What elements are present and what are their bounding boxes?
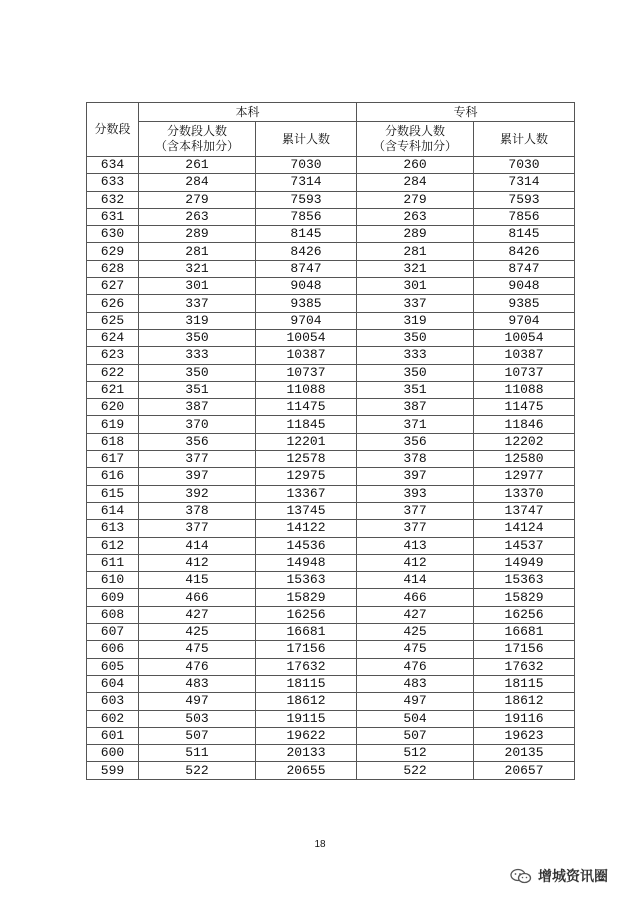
table-row (87, 260, 575, 277)
cell-undergrad-count: 281 (139, 243, 256, 260)
header-score-range: 分数段 (87, 103, 139, 157)
cell-vocational-cumulative: 16256 (474, 606, 575, 623)
cell-score: 631 (87, 208, 139, 225)
cell-undergrad-count: 392 (139, 485, 256, 502)
cell-score: 604 (87, 675, 139, 692)
cell-undergrad-cumulative: 7593 (256, 191, 357, 208)
cell-undergrad-cumulative: 19115 (256, 710, 357, 727)
cell-undergrad-cumulative: 8747 (256, 260, 357, 277)
cell-undergrad-count: 279 (139, 191, 256, 208)
cell-vocational-cumulative: 17632 (474, 658, 575, 675)
cell-undergrad-cumulative: 12975 (256, 468, 357, 485)
table-row (87, 606, 575, 623)
cell-undergrad-cumulative: 8426 (256, 243, 357, 260)
cell-undergrad-count: 522 (139, 762, 256, 779)
table-row (87, 502, 575, 519)
cell-undergrad-cumulative: 14122 (256, 520, 357, 537)
cell-undergrad-cumulative: 9048 (256, 278, 357, 295)
cell-undergrad-count: 483 (139, 675, 256, 692)
cell-undergrad-cumulative: 18115 (256, 675, 357, 692)
cell-undergrad-count: 356 (139, 433, 256, 450)
cell-score: 619 (87, 416, 139, 433)
cell-vocational-count: 378 (357, 451, 474, 468)
cell-score: 623 (87, 347, 139, 364)
cell-undergrad-count: 412 (139, 554, 256, 571)
table-row (87, 278, 575, 295)
cell-undergrad-count: 503 (139, 710, 256, 727)
cell-undergrad-count: 497 (139, 693, 256, 710)
cell-undergrad-cumulative: 7030 (256, 157, 357, 174)
cell-undergrad-cumulative: 7314 (256, 174, 357, 191)
cell-undergrad-count: 289 (139, 226, 256, 243)
cell-undergrad-count: 263 (139, 208, 256, 225)
cell-vocational-cumulative: 15829 (474, 589, 575, 606)
header-undergrad-cumulative: 累计人数 (256, 122, 357, 157)
cell-vocational-count: 476 (357, 658, 474, 675)
page-number: 18 (314, 839, 326, 850)
cell-undergrad-cumulative: 20133 (256, 745, 357, 762)
table-row (87, 675, 575, 692)
cell-score: 613 (87, 520, 139, 537)
cell-vocational-cumulative: 19116 (474, 710, 575, 727)
cell-vocational-cumulative: 14124 (474, 520, 575, 537)
cell-undergrad-count: 511 (139, 745, 256, 762)
cell-undergrad-cumulative: 14948 (256, 554, 357, 571)
cell-vocational-cumulative: 20657 (474, 762, 575, 779)
cell-vocational-cumulative: 18612 (474, 693, 575, 710)
cell-vocational-cumulative: 9048 (474, 278, 575, 295)
cell-vocational-count: 427 (357, 606, 474, 623)
cell-undergrad-count: 466 (139, 589, 256, 606)
table-row (87, 727, 575, 744)
cell-vocational-cumulative: 16681 (474, 624, 575, 641)
cell-score: 605 (87, 658, 139, 675)
cell-undergrad-count: 415 (139, 572, 256, 589)
cell-vocational-count: 260 (357, 157, 474, 174)
cell-undergrad-cumulative: 19622 (256, 727, 357, 744)
cell-undergrad-count: 284 (139, 174, 256, 191)
table-row (87, 745, 575, 762)
cell-score: 600 (87, 745, 139, 762)
cell-vocational-count: 350 (357, 329, 474, 346)
cell-score: 599 (87, 762, 139, 779)
cell-vocational-cumulative: 13370 (474, 485, 575, 502)
cell-score: 611 (87, 554, 139, 571)
cell-score: 624 (87, 329, 139, 346)
cell-vocational-cumulative: 10054 (474, 329, 575, 346)
cell-vocational-cumulative: 12977 (474, 468, 575, 485)
cell-undergrad-count: 301 (139, 278, 256, 295)
table-row (87, 693, 575, 710)
cell-score: 610 (87, 572, 139, 589)
cell-undergrad-cumulative: 11475 (256, 399, 357, 416)
cell-undergrad-cumulative: 10054 (256, 329, 357, 346)
cell-score: 608 (87, 606, 139, 623)
header-group-vocational: 专科 (357, 103, 575, 122)
cell-undergrad-cumulative: 17632 (256, 658, 357, 675)
cell-score: 616 (87, 468, 139, 485)
cell-vocational-count: 284 (357, 174, 474, 191)
cell-undergrad-count: 350 (139, 329, 256, 346)
cell-undergrad-cumulative: 9385 (256, 295, 357, 312)
cell-score: 629 (87, 243, 139, 260)
cell-undergrad-count: 378 (139, 502, 256, 519)
cell-vocational-count: 279 (357, 191, 474, 208)
cell-vocational-cumulative: 9385 (474, 295, 575, 312)
cell-undergrad-cumulative: 11088 (256, 381, 357, 398)
header-undergrad-count (139, 122, 256, 157)
cell-vocational-count: 413 (357, 537, 474, 554)
cell-vocational-cumulative: 8747 (474, 260, 575, 277)
cell-score: 603 (87, 693, 139, 710)
table-row (87, 347, 575, 364)
table-row (87, 641, 575, 658)
cell-score: 601 (87, 727, 139, 744)
cell-vocational-cumulative: 7030 (474, 157, 575, 174)
table-row (87, 295, 575, 312)
cell-vocational-count: 289 (357, 226, 474, 243)
cell-score: 606 (87, 641, 139, 658)
table-row (87, 554, 575, 571)
table-row (87, 624, 575, 641)
cell-undergrad-cumulative: 15829 (256, 589, 357, 606)
cell-vocational-cumulative: 19623 (474, 727, 575, 744)
cell-score: 620 (87, 399, 139, 416)
table-row (87, 658, 575, 675)
cell-undergrad-count: 427 (139, 606, 256, 623)
cell-undergrad-cumulative: 13367 (256, 485, 357, 502)
table-row (87, 451, 575, 468)
table-row (87, 710, 575, 727)
cell-undergrad-count: 397 (139, 468, 256, 485)
cell-score: 615 (87, 485, 139, 502)
cell-score: 621 (87, 381, 139, 398)
cell-score: 633 (87, 174, 139, 191)
cell-undergrad-cumulative: 20655 (256, 762, 357, 779)
table-row (87, 174, 575, 191)
cell-undergrad-cumulative: 14536 (256, 537, 357, 554)
cell-vocational-cumulative: 13747 (474, 502, 575, 519)
table-body (87, 157, 575, 780)
cell-vocational-cumulative: 7593 (474, 191, 575, 208)
cell-vocational-count: 337 (357, 295, 474, 312)
cell-vocational-count: 412 (357, 554, 474, 571)
cell-undergrad-count: 337 (139, 295, 256, 312)
cell-score: 609 (87, 589, 139, 606)
cell-vocational-cumulative: 10737 (474, 364, 575, 381)
cell-undergrad-count: 377 (139, 520, 256, 537)
cell-vocational-count: 333 (357, 347, 474, 364)
cell-vocational-count: 321 (357, 260, 474, 277)
cell-vocational-count: 483 (357, 675, 474, 692)
cell-vocational-count: 263 (357, 208, 474, 225)
cell-vocational-count: 377 (357, 502, 474, 519)
table-row (87, 589, 575, 606)
wechat-logo-icon (510, 868, 532, 884)
cell-score: 614 (87, 502, 139, 519)
cell-undergrad-count: 414 (139, 537, 256, 554)
cell-vocational-count: 387 (357, 399, 474, 416)
header-vocational-count (357, 122, 474, 157)
cell-undergrad-count: 387 (139, 399, 256, 416)
cell-undergrad-cumulative: 16681 (256, 624, 357, 641)
table-row (87, 468, 575, 485)
cell-vocational-count: 301 (357, 278, 474, 295)
cell-vocational-cumulative: 8145 (474, 226, 575, 243)
cell-vocational-count: 504 (357, 710, 474, 727)
cell-vocational-cumulative: 7856 (474, 208, 575, 225)
cell-undergrad-cumulative: 7856 (256, 208, 357, 225)
cell-undergrad-cumulative: 10737 (256, 364, 357, 381)
cell-vocational-cumulative: 18115 (474, 675, 575, 692)
watermark (510, 866, 608, 886)
cell-undergrad-count: 321 (139, 260, 256, 277)
header-undergrad-count-label: 分数段人数 (166, 124, 227, 138)
cell-vocational-count: 351 (357, 381, 474, 398)
cell-undergrad-cumulative: 10387 (256, 347, 357, 364)
cell-score: 617 (87, 451, 139, 468)
cell-vocational-count: 507 (357, 727, 474, 744)
cell-vocational-cumulative: 9704 (474, 312, 575, 329)
cell-undergrad-count: 476 (139, 658, 256, 675)
header-vocational-cumulative: 累计人数 (474, 122, 575, 157)
cell-undergrad-cumulative: 16256 (256, 606, 357, 623)
cell-vocational-count: 425 (357, 624, 474, 641)
cell-vocational-count: 281 (357, 243, 474, 260)
cell-score: 634 (87, 157, 139, 174)
cell-undergrad-count: 377 (139, 451, 256, 468)
cell-score: 625 (87, 312, 139, 329)
cell-undergrad-count: 333 (139, 347, 256, 364)
table-row (87, 537, 575, 554)
cell-score: 602 (87, 710, 139, 727)
cell-undergrad-count: 350 (139, 364, 256, 381)
cell-vocational-cumulative: 14949 (474, 554, 575, 571)
header-undergrad-count-note: （含本科加分） (154, 139, 239, 153)
cell-score: 630 (87, 226, 139, 243)
cell-vocational-cumulative: 12580 (474, 451, 575, 468)
table-row (87, 381, 575, 398)
header-vocational-count-label: 分数段人数 (385, 124, 446, 138)
table-row (87, 399, 575, 416)
cell-undergrad-count: 507 (139, 727, 256, 744)
table-row (87, 191, 575, 208)
watermark-text: 增城资讯圈 (538, 869, 608, 885)
header-vocational-count-note: （含专科加分） (373, 139, 458, 153)
cell-score: 622 (87, 364, 139, 381)
cell-vocational-cumulative: 15363 (474, 572, 575, 589)
cell-vocational-cumulative: 11846 (474, 416, 575, 433)
cell-vocational-cumulative: 7314 (474, 174, 575, 191)
cell-vocational-count: 371 (357, 416, 474, 433)
cell-vocational-cumulative: 12202 (474, 433, 575, 450)
table-row (87, 416, 575, 433)
cell-score: 612 (87, 537, 139, 554)
cell-score: 627 (87, 278, 139, 295)
table-row (87, 243, 575, 260)
table-row (87, 485, 575, 502)
cell-vocational-cumulative: 8426 (474, 243, 575, 260)
table-row (87, 312, 575, 329)
cell-vocational-cumulative: 17156 (474, 641, 575, 658)
cell-vocational-count: 377 (357, 520, 474, 537)
cell-undergrad-cumulative: 12578 (256, 451, 357, 468)
table-row (87, 762, 575, 779)
cell-score: 618 (87, 433, 139, 450)
cell-vocational-count: 350 (357, 364, 474, 381)
cell-vocational-cumulative: 11475 (474, 399, 575, 416)
cell-score: 626 (87, 295, 139, 312)
header-group-undergraduate: 本科 (139, 103, 357, 122)
cell-vocational-count: 466 (357, 589, 474, 606)
cell-vocational-count: 319 (357, 312, 474, 329)
cell-vocational-cumulative: 20135 (474, 745, 575, 762)
table-row (87, 364, 575, 381)
cell-score: 632 (87, 191, 139, 208)
cell-undergrad-count: 351 (139, 381, 256, 398)
cell-vocational-count: 356 (357, 433, 474, 450)
cell-vocational-count: 512 (357, 745, 474, 762)
cell-undergrad-count: 261 (139, 157, 256, 174)
cell-undergrad-cumulative: 11845 (256, 416, 357, 433)
cell-vocational-count: 393 (357, 485, 474, 502)
cell-vocational-count: 522 (357, 762, 474, 779)
cell-undergrad-count: 319 (139, 312, 256, 329)
cell-undergrad-cumulative: 13745 (256, 502, 357, 519)
cell-score: 628 (87, 260, 139, 277)
score-distribution-table (86, 102, 575, 780)
cell-undergrad-cumulative: 9704 (256, 312, 357, 329)
cell-vocational-cumulative: 11088 (474, 381, 575, 398)
cell-undergrad-count: 475 (139, 641, 256, 658)
cell-score: 607 (87, 624, 139, 641)
table-row (87, 226, 575, 243)
cell-vocational-count: 397 (357, 468, 474, 485)
cell-undergrad-cumulative: 15363 (256, 572, 357, 589)
table-row (87, 433, 575, 450)
cell-vocational-count: 475 (357, 641, 474, 658)
cell-undergrad-cumulative: 18612 (256, 693, 357, 710)
cell-vocational-cumulative: 10387 (474, 347, 575, 364)
table-row (87, 572, 575, 589)
cell-undergrad-count: 425 (139, 624, 256, 641)
table-row (87, 520, 575, 537)
cell-undergrad-cumulative: 17156 (256, 641, 357, 658)
cell-undergrad-cumulative: 8145 (256, 226, 357, 243)
table-row (87, 208, 575, 225)
table-row (87, 329, 575, 346)
cell-vocational-cumulative: 14537 (474, 537, 575, 554)
table-row (87, 157, 575, 174)
cell-undergrad-count: 370 (139, 416, 256, 433)
cell-undergrad-cumulative: 12201 (256, 433, 357, 450)
cell-vocational-count: 414 (357, 572, 474, 589)
cell-vocational-count: 497 (357, 693, 474, 710)
